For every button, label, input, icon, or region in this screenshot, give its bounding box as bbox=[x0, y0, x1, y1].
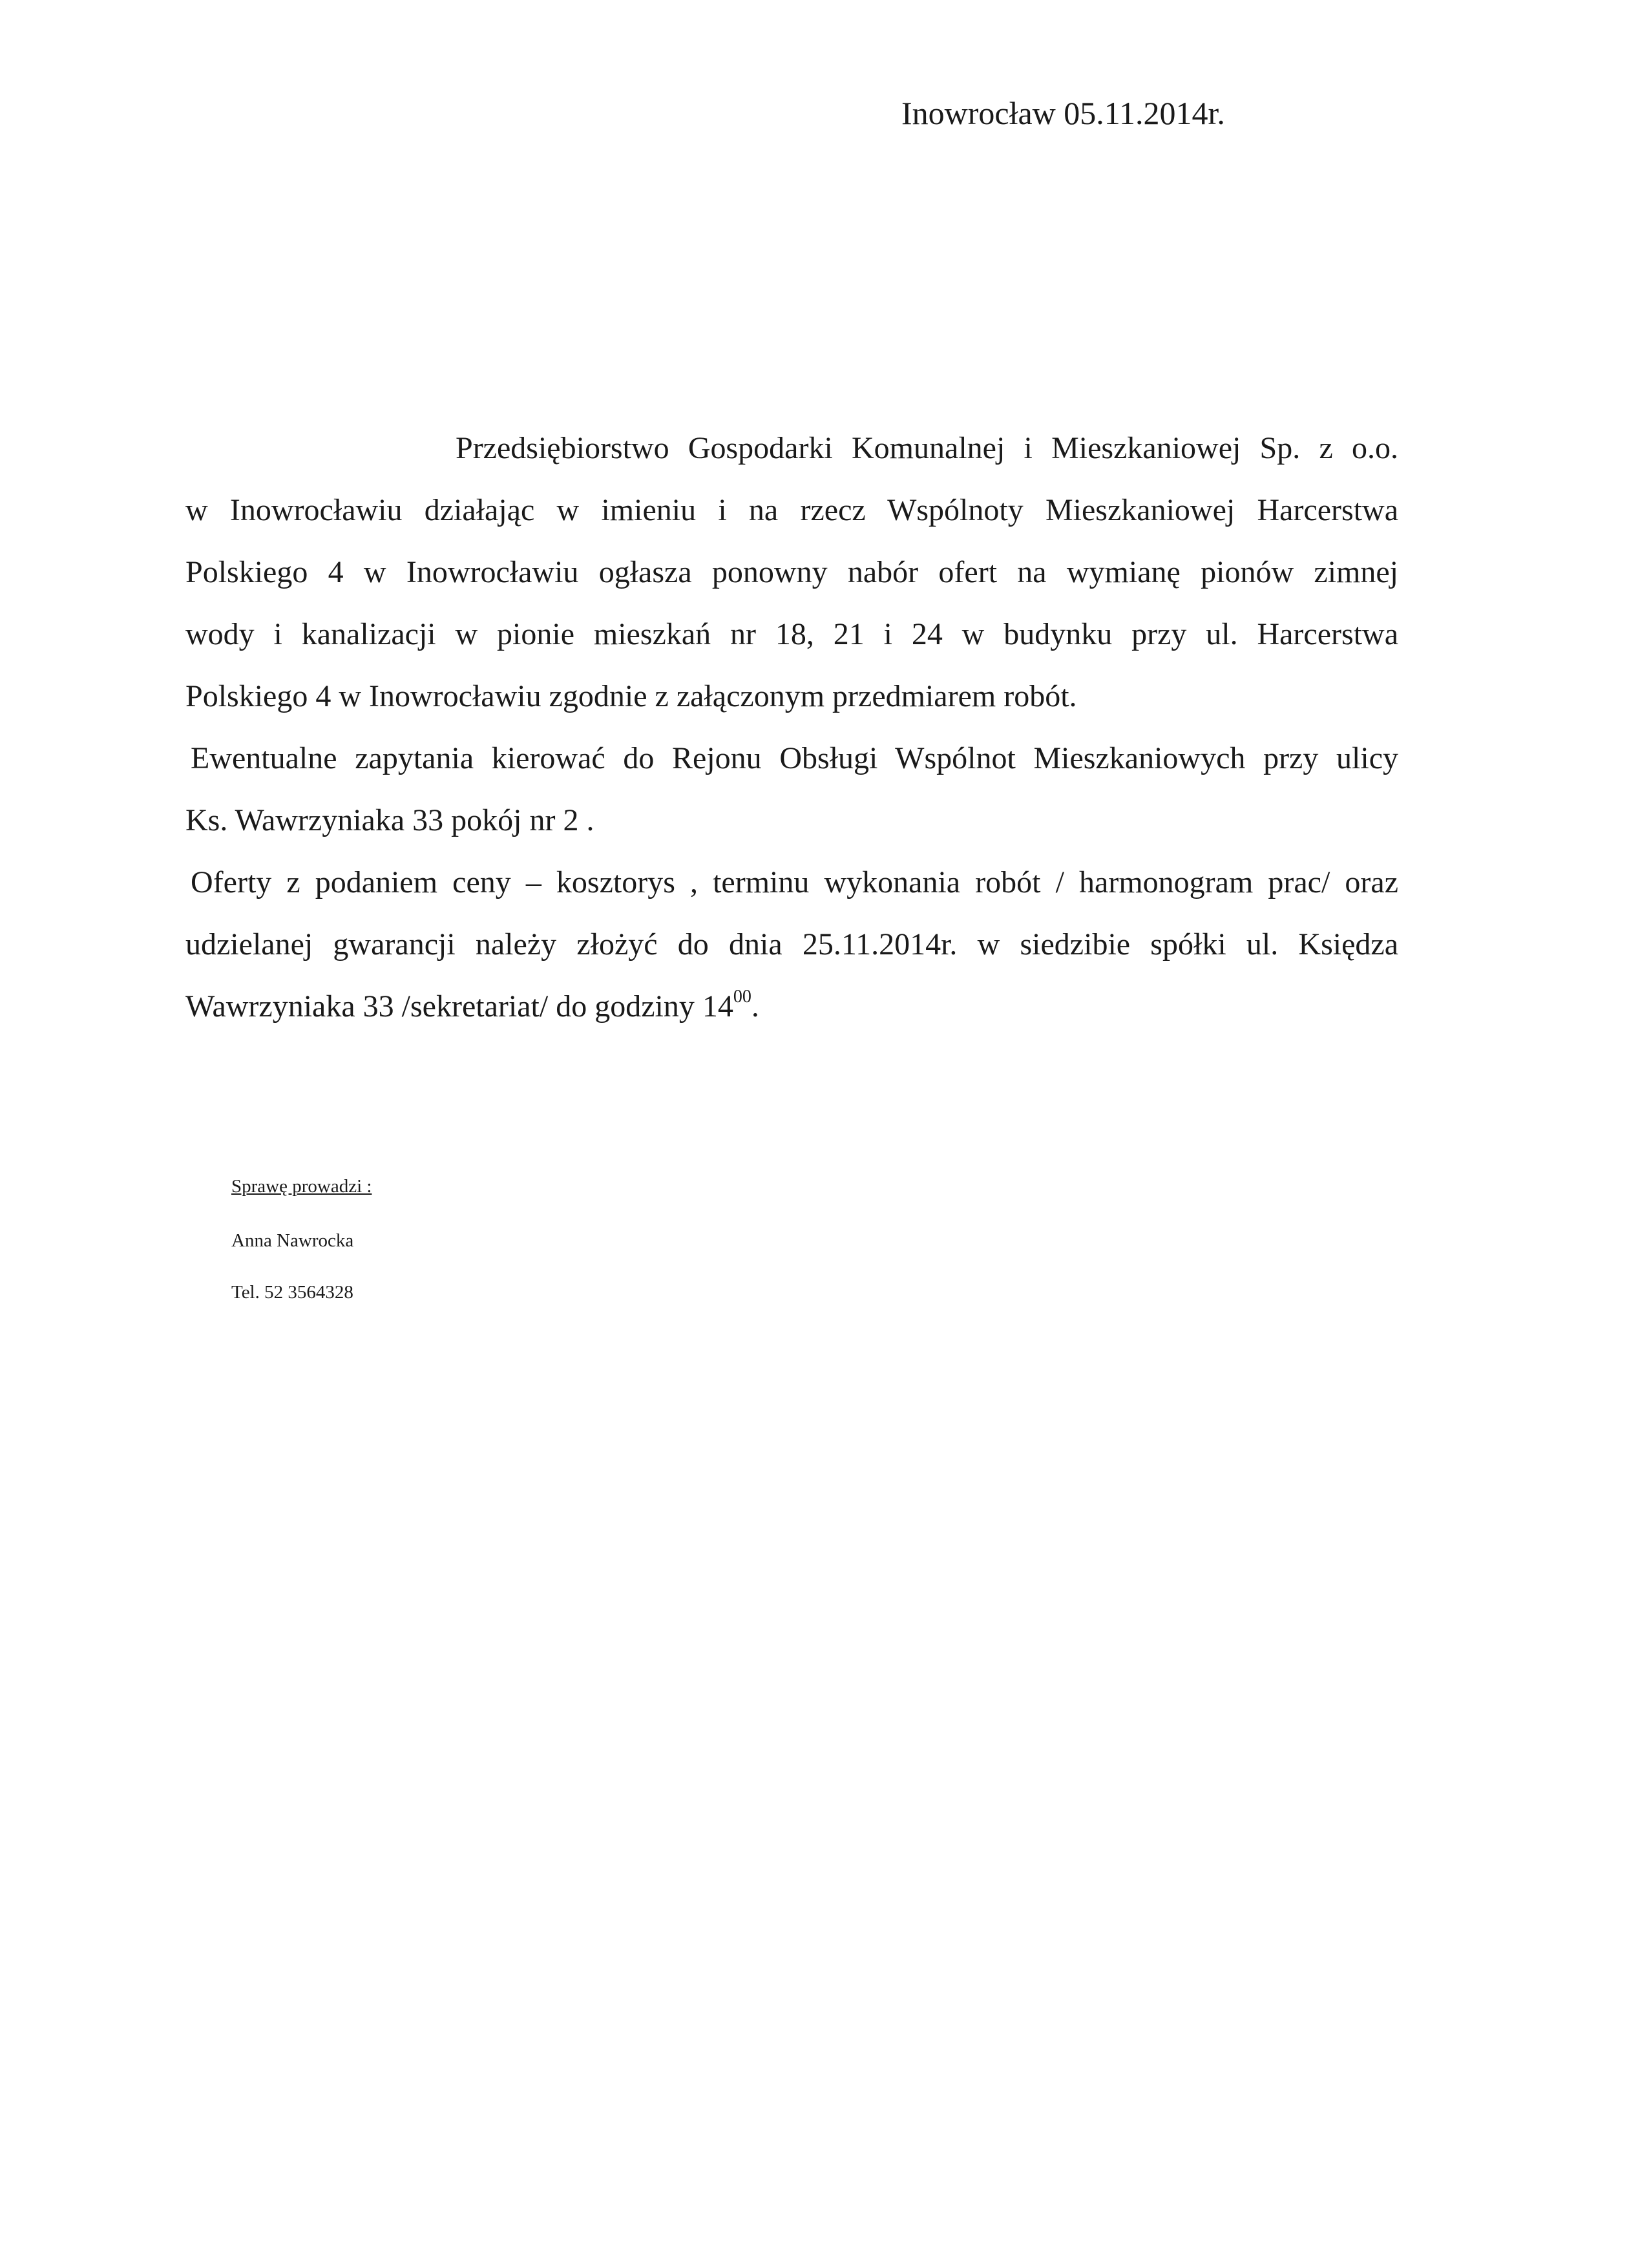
body-line: Ks. Wawrzyniaka 33 pokój nr 2 . bbox=[185, 803, 594, 837]
body-line: Polskiego 4 w Inowrocławiu zgodnie z załączonym przedmiarem robót. bbox=[185, 679, 1077, 713]
body-line: Polskiego 4 w Inowrocławiu ogłasza ponowny nabór ofert na wymianę pionów zimnej bbox=[185, 555, 1398, 589]
final-line-text: Wawrzyniaka 33 /sekretariat/ do godziny 14 bbox=[185, 989, 733, 1024]
hour-superscript: 00 bbox=[733, 987, 751, 1007]
body-line-final bbox=[185, 976, 1398, 1038]
body-line: Ewentualne zapytania kierować do Rejonu Obsługi Wspólnot Mieszkaniowych przy ulicy bbox=[191, 741, 1398, 775]
handler-name: Anna Nawrocka bbox=[231, 1230, 354, 1251]
body-line: w Inowrocławiu działając w imieniu i na rzecz Wspólnoty Mieszkaniowej Harcerstwa bbox=[185, 493, 1398, 527]
body-line: Oferty z podaniem ceny – kosztorys , terminu wykonania robót / harmonogram prac/ oraz bbox=[191, 865, 1398, 899]
handler-phone: Tel. 52 3564328 bbox=[231, 1282, 353, 1303]
body-line: udzielanej gwarancji należy złożyć do dnia 25.11.2014r. w siedzibie spółki ul. Księdza bbox=[185, 927, 1398, 961]
letter-body bbox=[185, 417, 1398, 1038]
handler-label: Sprawę prowadzi : bbox=[231, 1176, 372, 1197]
body-line: wody i kanalizacji w pionie mieszkań nr 18, 21 i 24 w budynku przy ul. Harcerstwa bbox=[185, 617, 1398, 651]
place-and-date: Inowrocław 05.11.2014r. bbox=[901, 95, 1225, 131]
body-line: Przedsiębiorstwo Gospodarki Komunalnej i Mieszkaniowej Sp. z o.o. bbox=[456, 431, 1398, 465]
final-period: . bbox=[751, 989, 759, 1024]
